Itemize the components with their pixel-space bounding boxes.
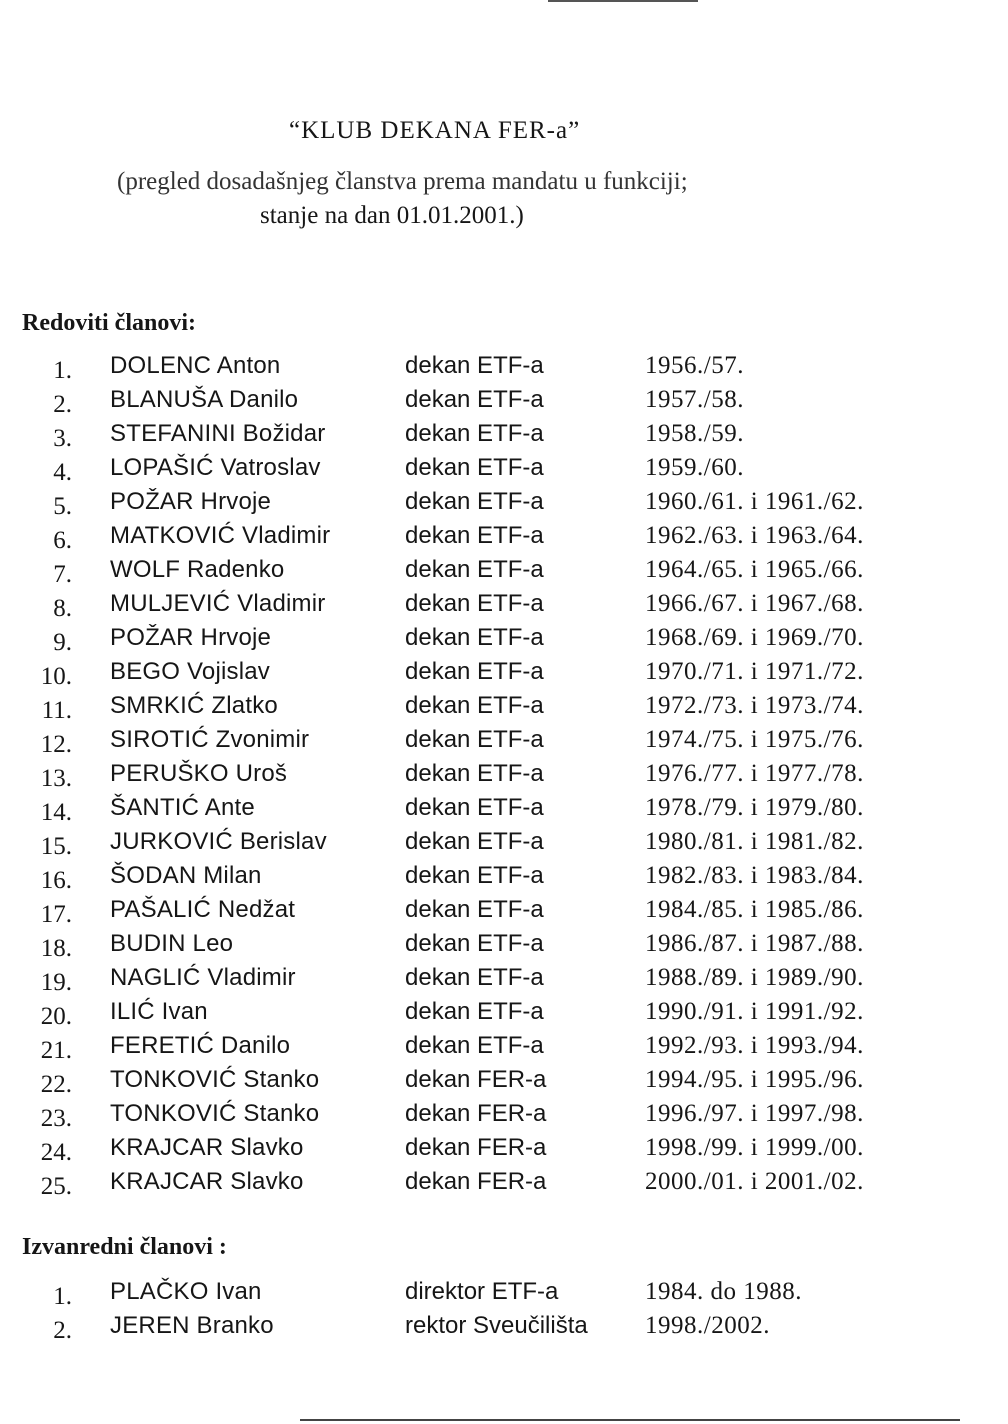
row-number: 8. (53, 595, 72, 622)
row-number: 17. (40, 901, 72, 928)
member-role: dekan ETF-a (405, 658, 544, 685)
member-term: 1970./71. i 1971./72. (645, 658, 864, 685)
member-term: 1972./73. i 1973./74. (645, 692, 864, 719)
member-name: PERUŠKO Uroš (110, 760, 288, 787)
row-number: 1. (53, 357, 72, 384)
member-row (0, 760, 1008, 794)
member-row (0, 1066, 1008, 1100)
member-row (0, 1278, 1008, 1312)
document-title: “KLUB DEKANA FER-a” (289, 117, 581, 144)
member-term: 1960./61. i 1961./62. (645, 488, 864, 515)
member-role: dekan ETF-a (405, 828, 544, 855)
member-name: PLAČKO Ivan (110, 1278, 262, 1305)
member-row (0, 1134, 1008, 1168)
scan-edge-mark-bottom (300, 1419, 960, 1421)
member-name: MULJEVIĆ Vladimir (110, 590, 326, 617)
row-number: 6. (53, 527, 72, 554)
row-number: 10. (40, 663, 72, 690)
member-term: 1958./59. (645, 420, 744, 447)
member-row (0, 692, 1008, 726)
member-name: JURKOVIĆ Berislav (110, 828, 327, 855)
member-name: MATKOVIĆ Vladimir (110, 522, 331, 549)
row-number: 14. (40, 799, 72, 826)
document-subtitle-line-2: stanje na dan 01.01.2001.) (260, 202, 524, 229)
member-term: 1962./63. i 1963./64. (645, 522, 864, 549)
member-row (0, 1312, 1008, 1346)
member-term: 1956./57. (645, 352, 744, 379)
member-role: dekan ETF-a (405, 930, 544, 957)
member-role: dekan ETF-a (405, 964, 544, 991)
member-role: dekan ETF-a (405, 556, 544, 583)
member-term: 1964./65. i 1965./66. (645, 556, 864, 583)
member-term: 1966./67. i 1967./68. (645, 590, 864, 617)
member-term: 1990./91. i 1991./92. (645, 998, 864, 1025)
member-row (0, 896, 1008, 930)
row-number: 13. (40, 765, 72, 792)
member-term: 1974./75. i 1975./76. (645, 726, 864, 753)
row-number: 15. (40, 833, 72, 860)
row-number: 3. (53, 425, 72, 452)
member-role: dekan ETF-a (405, 624, 544, 651)
member-name: SMRKIĆ Zlatko (110, 692, 278, 719)
row-number: 7. (53, 561, 72, 588)
member-name: DOLENC Anton (110, 352, 281, 379)
member-row (0, 930, 1008, 964)
member-role: dekan ETF-a (405, 760, 544, 787)
row-number: 23. (40, 1105, 72, 1132)
member-term: 1998./99. i 1999./00. (645, 1134, 864, 1161)
member-name: TONKOVIĆ Stanko (110, 1066, 320, 1093)
member-role: dekan ETF-a (405, 896, 544, 923)
member-term: 1976./77. i 1977./78. (645, 760, 864, 787)
member-row (0, 1100, 1008, 1134)
row-number: 1. (53, 1283, 72, 1310)
member-name: BEGO Vojislav (110, 658, 270, 685)
member-name: SIROTIĆ Zvonimir (110, 726, 310, 753)
member-role: dekan ETF-a (405, 454, 544, 481)
member-name: FERETIĆ Danilo (110, 1032, 291, 1059)
member-role: dekan FER-a (405, 1134, 547, 1161)
member-role: dekan ETF-a (405, 794, 544, 821)
extraordinary-members-list (0, 1278, 1008, 1346)
member-row (0, 726, 1008, 760)
member-row (0, 1032, 1008, 1066)
member-term: 2000./01. i 2001./02. (645, 1168, 864, 1195)
row-number: 2. (53, 391, 72, 418)
member-term: 1984./85. i 1985./86. (645, 896, 864, 923)
row-number: 12. (40, 731, 72, 758)
member-name: ILIĆ Ivan (110, 998, 208, 1025)
member-role: dekan ETF-a (405, 488, 544, 515)
member-term: 1988./89. i 1989./90. (645, 964, 864, 991)
row-number: 11. (41, 697, 72, 724)
member-name: BLANUŠA Danilo (110, 386, 299, 413)
regular-members-list (0, 352, 1008, 1202)
member-term: 1957./58. (645, 386, 744, 413)
member-name: PAŠALIĆ Nedžat (110, 896, 296, 923)
member-name: TONKOVIĆ Stanko (110, 1100, 320, 1127)
member-term: 1992./93. i 1993./94. (645, 1032, 864, 1059)
member-term: 1996./97. i 1997./98. (645, 1100, 864, 1127)
member-name: JEREN Branko (110, 1312, 274, 1339)
row-number: 24. (40, 1139, 72, 1166)
member-row (0, 590, 1008, 624)
member-term: 1968./69. i 1969./70. (645, 624, 864, 651)
member-name: KRAJCAR Slavko (110, 1134, 304, 1161)
row-number: 2. (53, 1317, 72, 1344)
row-number: 9. (53, 629, 72, 656)
member-row (0, 862, 1008, 896)
member-term: 1980./81. i 1981./82. (645, 828, 864, 855)
member-name: POŽAR Hrvoje (110, 488, 272, 515)
member-role: dekan ETF-a (405, 386, 544, 413)
row-number: 19. (40, 969, 72, 996)
member-row (0, 488, 1008, 522)
member-name: LOPAŠIĆ Vatroslav (110, 454, 321, 481)
member-row (0, 828, 1008, 862)
member-row (0, 658, 1008, 692)
member-row (0, 386, 1008, 420)
member-role: dekan ETF-a (405, 522, 544, 549)
member-role: direktor ETF-a (405, 1278, 559, 1305)
member-name: WOLF Radenko (110, 556, 285, 583)
member-row (0, 420, 1008, 454)
member-role: dekan ETF-a (405, 862, 544, 889)
member-name: KRAJCAR Slavko (110, 1168, 304, 1195)
member-row (0, 556, 1008, 590)
row-number: 4. (53, 459, 72, 486)
member-row (0, 522, 1008, 556)
member-name: ŠODAN Milan (110, 862, 262, 889)
row-number: 18. (40, 935, 72, 962)
row-number: 21. (40, 1037, 72, 1064)
regular-members-heading: Redoviti članovi: (22, 310, 196, 336)
row-number: 5. (53, 493, 72, 520)
member-term: 1978./79. i 1979./80. (645, 794, 864, 821)
member-term: 1986./87. i 1987./88. (645, 930, 864, 957)
member-role: dekan ETF-a (405, 998, 544, 1025)
member-row (0, 454, 1008, 488)
member-role: dekan ETF-a (405, 590, 544, 617)
member-role: dekan ETF-a (405, 726, 544, 753)
member-role: dekan ETF-a (405, 692, 544, 719)
member-name: NAGLIĆ Vladimir (110, 964, 296, 991)
member-role: dekan ETF-a (405, 420, 544, 447)
member-name: ŠANTIĆ Ante (110, 794, 255, 821)
member-name: STEFANINI Božidar (110, 420, 326, 447)
row-number: 25. (40, 1173, 72, 1200)
member-term: 1998./2002. (645, 1312, 770, 1339)
member-row (0, 1168, 1008, 1202)
member-row (0, 998, 1008, 1032)
member-row (0, 964, 1008, 998)
member-name: POŽAR Hrvoje (110, 624, 272, 651)
member-term: 1984. do 1988. (645, 1278, 802, 1305)
document-subtitle-line-1: (pregled dosadašnjeg članstva prema mandatu u funkciji; (117, 168, 688, 195)
member-term: 1994./95. i 1995./96. (645, 1066, 864, 1093)
member-role: dekan FER-a (405, 1066, 547, 1093)
row-number: 16. (40, 867, 72, 894)
member-name: BUDIN Leo (110, 930, 234, 957)
member-role: dekan FER-a (405, 1100, 547, 1127)
scan-edge-mark-top (548, 0, 698, 2)
member-row (0, 624, 1008, 658)
member-row (0, 794, 1008, 828)
row-number: 22. (40, 1071, 72, 1098)
row-number: 20. (40, 1003, 72, 1030)
member-role: dekan FER-a (405, 1168, 547, 1195)
member-role: rektor Sveučilišta (405, 1312, 588, 1339)
member-row (0, 352, 1008, 386)
extraordinary-members-heading: Izvanredni članovi : (22, 1234, 227, 1260)
member-role: dekan ETF-a (405, 352, 544, 379)
member-term: 1982./83. i 1983./84. (645, 862, 864, 889)
member-term: 1959./60. (645, 454, 744, 481)
member-role: dekan ETF-a (405, 1032, 544, 1059)
